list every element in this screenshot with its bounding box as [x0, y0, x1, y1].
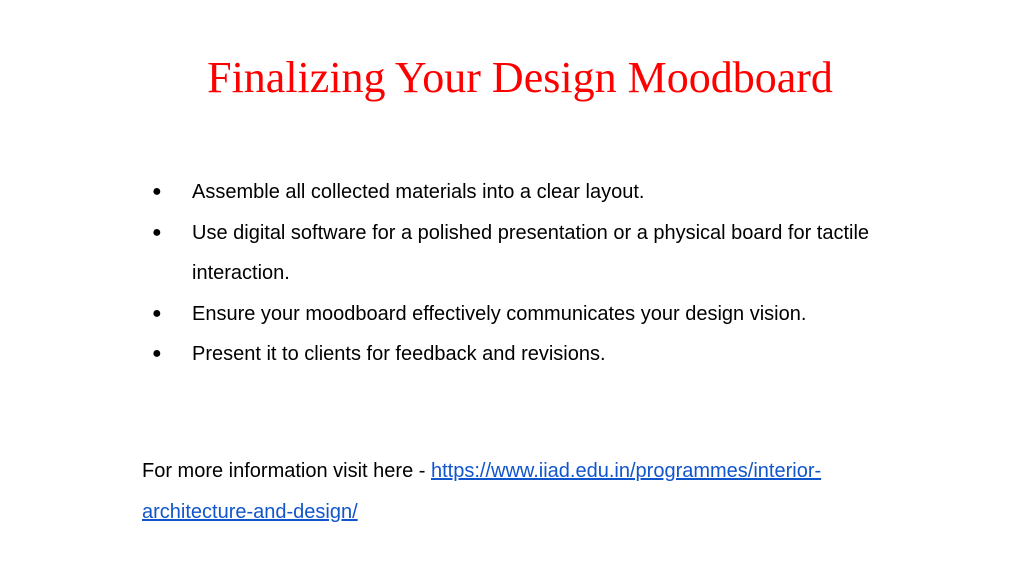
bullet-item	[152, 213, 912, 294]
bullet-text: Ensure your moodboard effectively communicates your design vision.	[192, 302, 807, 325]
bullet-dot-icon: ●	[152, 345, 162, 362]
bullet-dot-icon: ●	[152, 183, 162, 200]
bullet-item	[152, 334, 912, 375]
footer-info	[142, 451, 932, 533]
footer-text: For more information visit here -	[142, 460, 431, 482]
bullet-list	[152, 172, 912, 375]
bullet-item	[152, 294, 912, 335]
bullet-dot-icon: ●	[152, 223, 162, 241]
bullet-text: Present it to clients for feedback and revisions.	[192, 343, 606, 365]
slide-title: Finalizing Your Design Moodboard	[207, 53, 833, 102]
bullet-text: Assemble all collected materials into a clear layout.	[192, 181, 645, 203]
bullet-item	[152, 172, 912, 213]
info-link[interactable]: https://www.iiad.edu.in/programmes/interior-architecture-and-design/	[142, 460, 822, 523]
bullet-text: Use digital software for a polished presentation or a physical board for tactile interaction.	[192, 221, 870, 284]
bullet-dot-icon: ●	[152, 304, 162, 322]
